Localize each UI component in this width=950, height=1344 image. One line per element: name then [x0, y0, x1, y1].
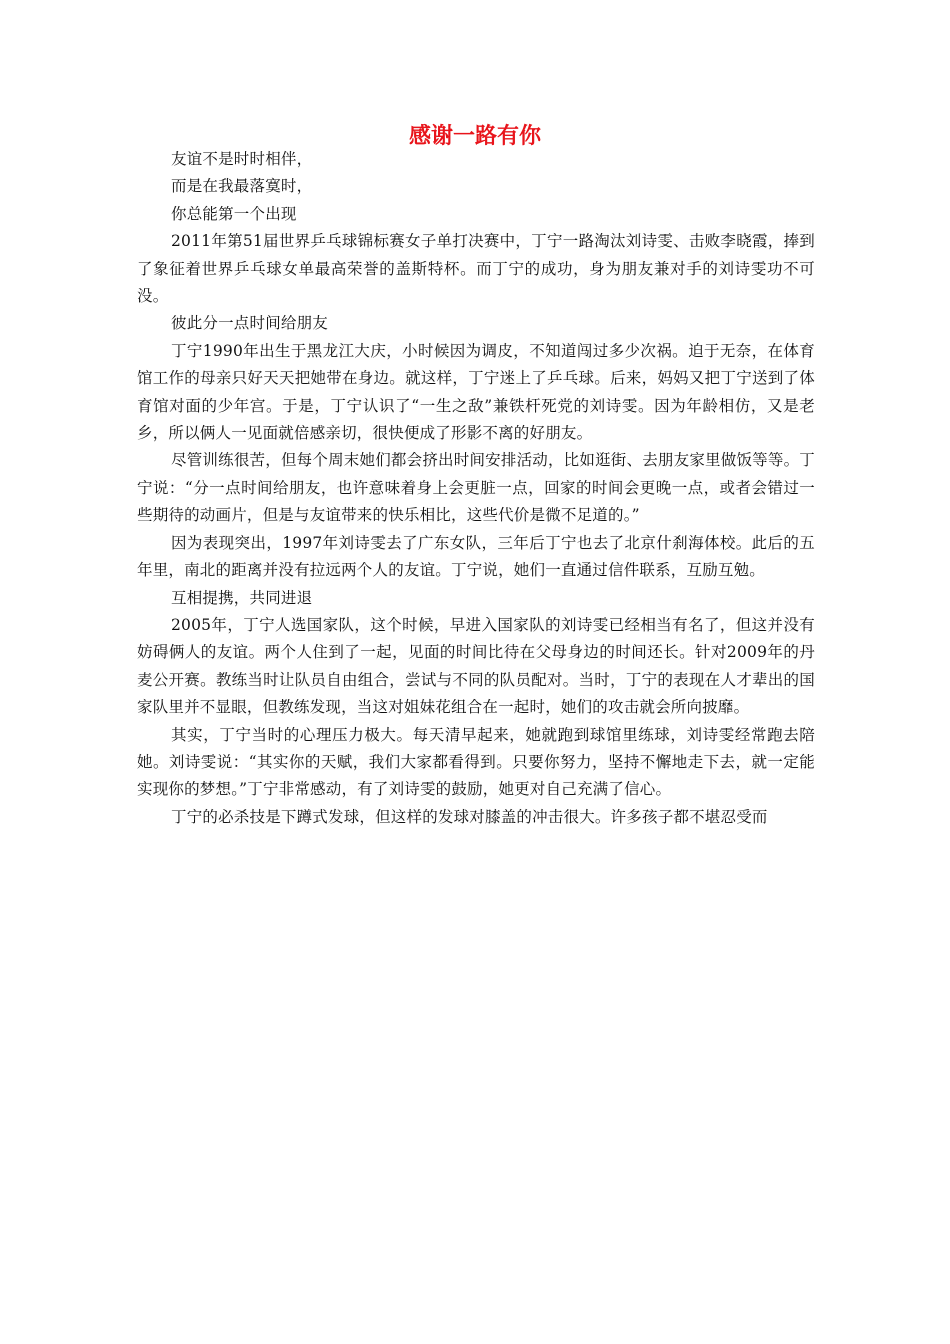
article-title: 感谢一路有你	[408, 124, 541, 149]
section-heading: 彼此分一点时间给朋友	[171, 314, 329, 333]
paragraph: 其实，丁宁当时的心理压力极大。每天清早起来，她就跑到球馆里练球，刘诗雯经常跑去陪她。刘诗雯说：“其实你的天赋，我们大家都看得到。只要你努力，坚持不懈地走下去，就一定能实现你的梦想。”丁宁非常感动，有了刘诗雯的鼓励，她更对自己充满了信心。	[137, 725, 815, 799]
article-body	[137, 146, 815, 831]
section-heading: 互相提携，共同进退	[171, 588, 313, 607]
paragraph: 2011年第51届世界乒乓球锦标赛女子单打决赛中，丁宁一路淘汰刘诗雯、击败李晓霞，捧到了象征着世界乒乓球女单最高荣誉的盖斯特杯。而丁宁的成功，身为朋友兼对手的刘诗雯功不可没。	[137, 232, 815, 306]
paragraph: 你总能第一个出现	[171, 204, 297, 223]
paragraph: 因为表现突出，1997年刘诗雯去了广东女队，三年后丁宁也去了北京什刹海体校。此后的五年里，南北的距离并没有拉远两个人的友谊。丁宁说，她们一直通过信件联系，互励互勉。	[137, 533, 815, 580]
paragraph: 丁宁的必杀技是下蹲式发球，但这样的发球对膝盖的冲击很大。许多孩子都不堪忍受而	[171, 807, 768, 826]
paragraph: 丁宁1990年出生于黑龙江大庆，小时候因为调皮，不知道闯过多少次祸。迫于无奈，在体育馆工作的母亲只好天天把她带在身边。就这样，丁宁迷上了乒乓球。后来，妈妈又把丁宁送到了体育馆对面的少年宫。于是，丁宁认识了“一生之敌”兼铁杆死党的刘诗雯。因为年龄相仿，又是老乡，所以俩人一见面就倍感亲切，很快便成了形影不离的好朋友。	[137, 341, 815, 443]
paragraph: 2005年，丁宁人选国家队，这个时候，早进入国家队的刘诗雯已经相当有名了，但这并没有妨碍俩人的友谊。两个人住到了一起，见面的时间比待在父母身边的时间还长。针对2009年的丹麦公开赛。教练当时让队员自由组合，尝试与不同的队员配对。当时，丁宁的表现在人才辈出的国家队里并不显眼，但教练发现，当这对姐妹花组合在一起时，她们的攻击就会所向披靡。	[137, 615, 815, 717]
paragraph: 尽管训练很苦，但每个周末她们都会挤出时间安排活动，比如逛街、去朋友家里做饭等等。丁宁说：“分一点时间给朋友，也许意味着身上会更脏一点，回家的时间会更晚一点，或者会错过一些期待的动画片，但是与友谊带来的快乐相比，这些代价是微不足道的。”	[137, 451, 815, 525]
paragraph: 友谊不是时时相伴，	[171, 150, 313, 168]
paragraph: 而是在我最落寞时，	[171, 177, 313, 196]
